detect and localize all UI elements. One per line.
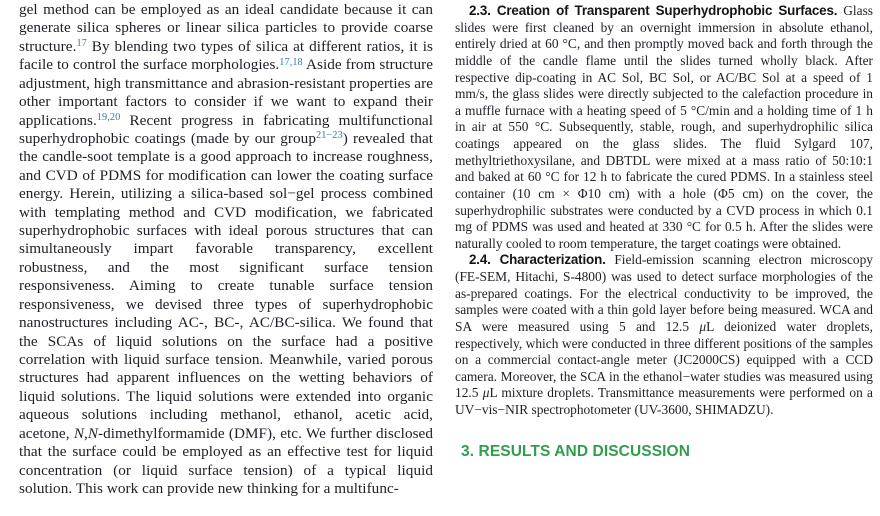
text-run: gel method can be employed as an ideal candidate because it can generate silica spheres or linear silica particles to provide coarse structure. xyxy=(19,1,433,55)
text-run: L mixture droplets. Transmittance measurements were performed on a UV−vis−NIR spectrophotometer (UV-3600, SHIMADZU). xyxy=(455,385,873,417)
left-text-column xyxy=(19,1,433,498)
citation-ref[interactable]: 17,18 xyxy=(279,56,303,68)
text-run: N,N xyxy=(73,424,99,442)
section-2-3-body xyxy=(455,3,873,251)
text-run: L deionized water droplets, respectively, which were conducted in three different positions of the samples on a commercial contact-angle meter (JC2000CS) equipped with a CCD camera. Moreover, the SCA in the ethanol−water studies was measured using 12.5 xyxy=(455,318,873,401)
text-run: Glass slides were first cleaned by an overnight immersion in absolute ethanol, entirely dried at 60 °C, and then promptly moved back and forth through the middle of the candle flame until the slides turned wholly black. After respective dip-coating in AC Sol, BC Sol, or AC/BC Sol at a speed of 1 mm/s, the glass slides were directly subjected to the calefaction procedure in a muffle furnace with a heating speed of 5 °C/min and a holding time of 1 h in air at 550 °C. Subsequently, stable, rough, and superhydrophilic silica coatings appeared on the glass slides. The fluid Sylgard 107, methyltriethoxysilane, and DBTDL were mixed at a mass ratio of 50:10:1 and baked at 60 °C for 12 h to fabricate the cured PDMS. In a stainless steel container (10 cm × Φ10 cm) with a hole (Φ5 cm) on the cover, the superhydrophilic substrates were conducted by a CVD process in which 0.1 mg of PDMS was used and heated at 330 °C for 0.5 h. After the slides were naturally cooled to room temperature, the target coatings were obtained. xyxy=(455,3,873,251)
section-2-3-paragraph xyxy=(455,3,873,252)
text-run: μ xyxy=(699,318,707,334)
text-run: Aside from structure adjustment, high transmittance and abrasion-resistant properties are other important factors to consider if we want to expand their applications. xyxy=(19,56,433,129)
body-paragraph xyxy=(19,1,433,498)
results-and-discussion-heading: 3. RESULTS AND DISCUSSION xyxy=(461,442,690,460)
text-run: -dimethylformamide (DMF), etc. We further disclosed that the surface could be employed as an effective test for liquid concentration (or liquid surface tension) of a typical liquid solution. This work can provide new thinking for a multifunc- xyxy=(19,424,433,497)
text-run: By blending two types of silica at different ratios, it is facile to control the surface morphologies. xyxy=(19,37,433,74)
text-run: Recent progress in fabricating multifunctional superhydrophobic coatings (made by our group xyxy=(19,111,433,147)
section-2-4-heading: 2.4. Characterization. xyxy=(469,252,606,268)
text-run: Field-emission scanning electron microscopy (FE-SEM, Hitachi, S-4800) was used to detect surface morphologies of the as-prepared coatings. For the electrical conductivity to be improved, the samples were coated with a thin gold layer before being measured. WCA and SA were measured using 5 and 12.5 xyxy=(455,252,873,334)
section-2-4-body xyxy=(455,252,873,417)
citation-ref[interactable]: 17 xyxy=(76,38,87,50)
text-run: ) revealed that the candle-soot template is a good approach to increase roughness, and CVD of PDMS for modification can lower the coating surface energy. Herein, utilizing a silica-based sol−gel process combined with templating method and CVD modification, we fabricated superhydrophobic surfaces with ideal porous structures that can simultaneously impart favorable transparency, excellent robustness, and the most significant surface tension responsiveness. Aiming to create tunable surface tension responsiveness, we devised three types of superhydrophobic nanostructures including AC-, BC-, AC/BC-silica. We found that the SCAs of liquid solutions on the surface had a positive correlation with liquid surface tension. Meanwhile, varied porous structures had apparent influences on the wetting behaviors of liquid solutions. The liquid solutions were extended into organic aqueous solutions including methanol, ethanol, acetic acid, acetone, xyxy=(19,129,434,442)
section-2-4-paragraph xyxy=(455,252,873,418)
right-text-column xyxy=(455,3,873,460)
text-run: μ xyxy=(482,385,490,401)
citation-ref[interactable]: 21−23 xyxy=(315,130,343,142)
citation-ref[interactable]: 19,20 xyxy=(96,111,121,123)
section-2-3-heading: 2.3. Creation of Transparent Superhydrophobic Surfaces. xyxy=(469,3,838,18)
